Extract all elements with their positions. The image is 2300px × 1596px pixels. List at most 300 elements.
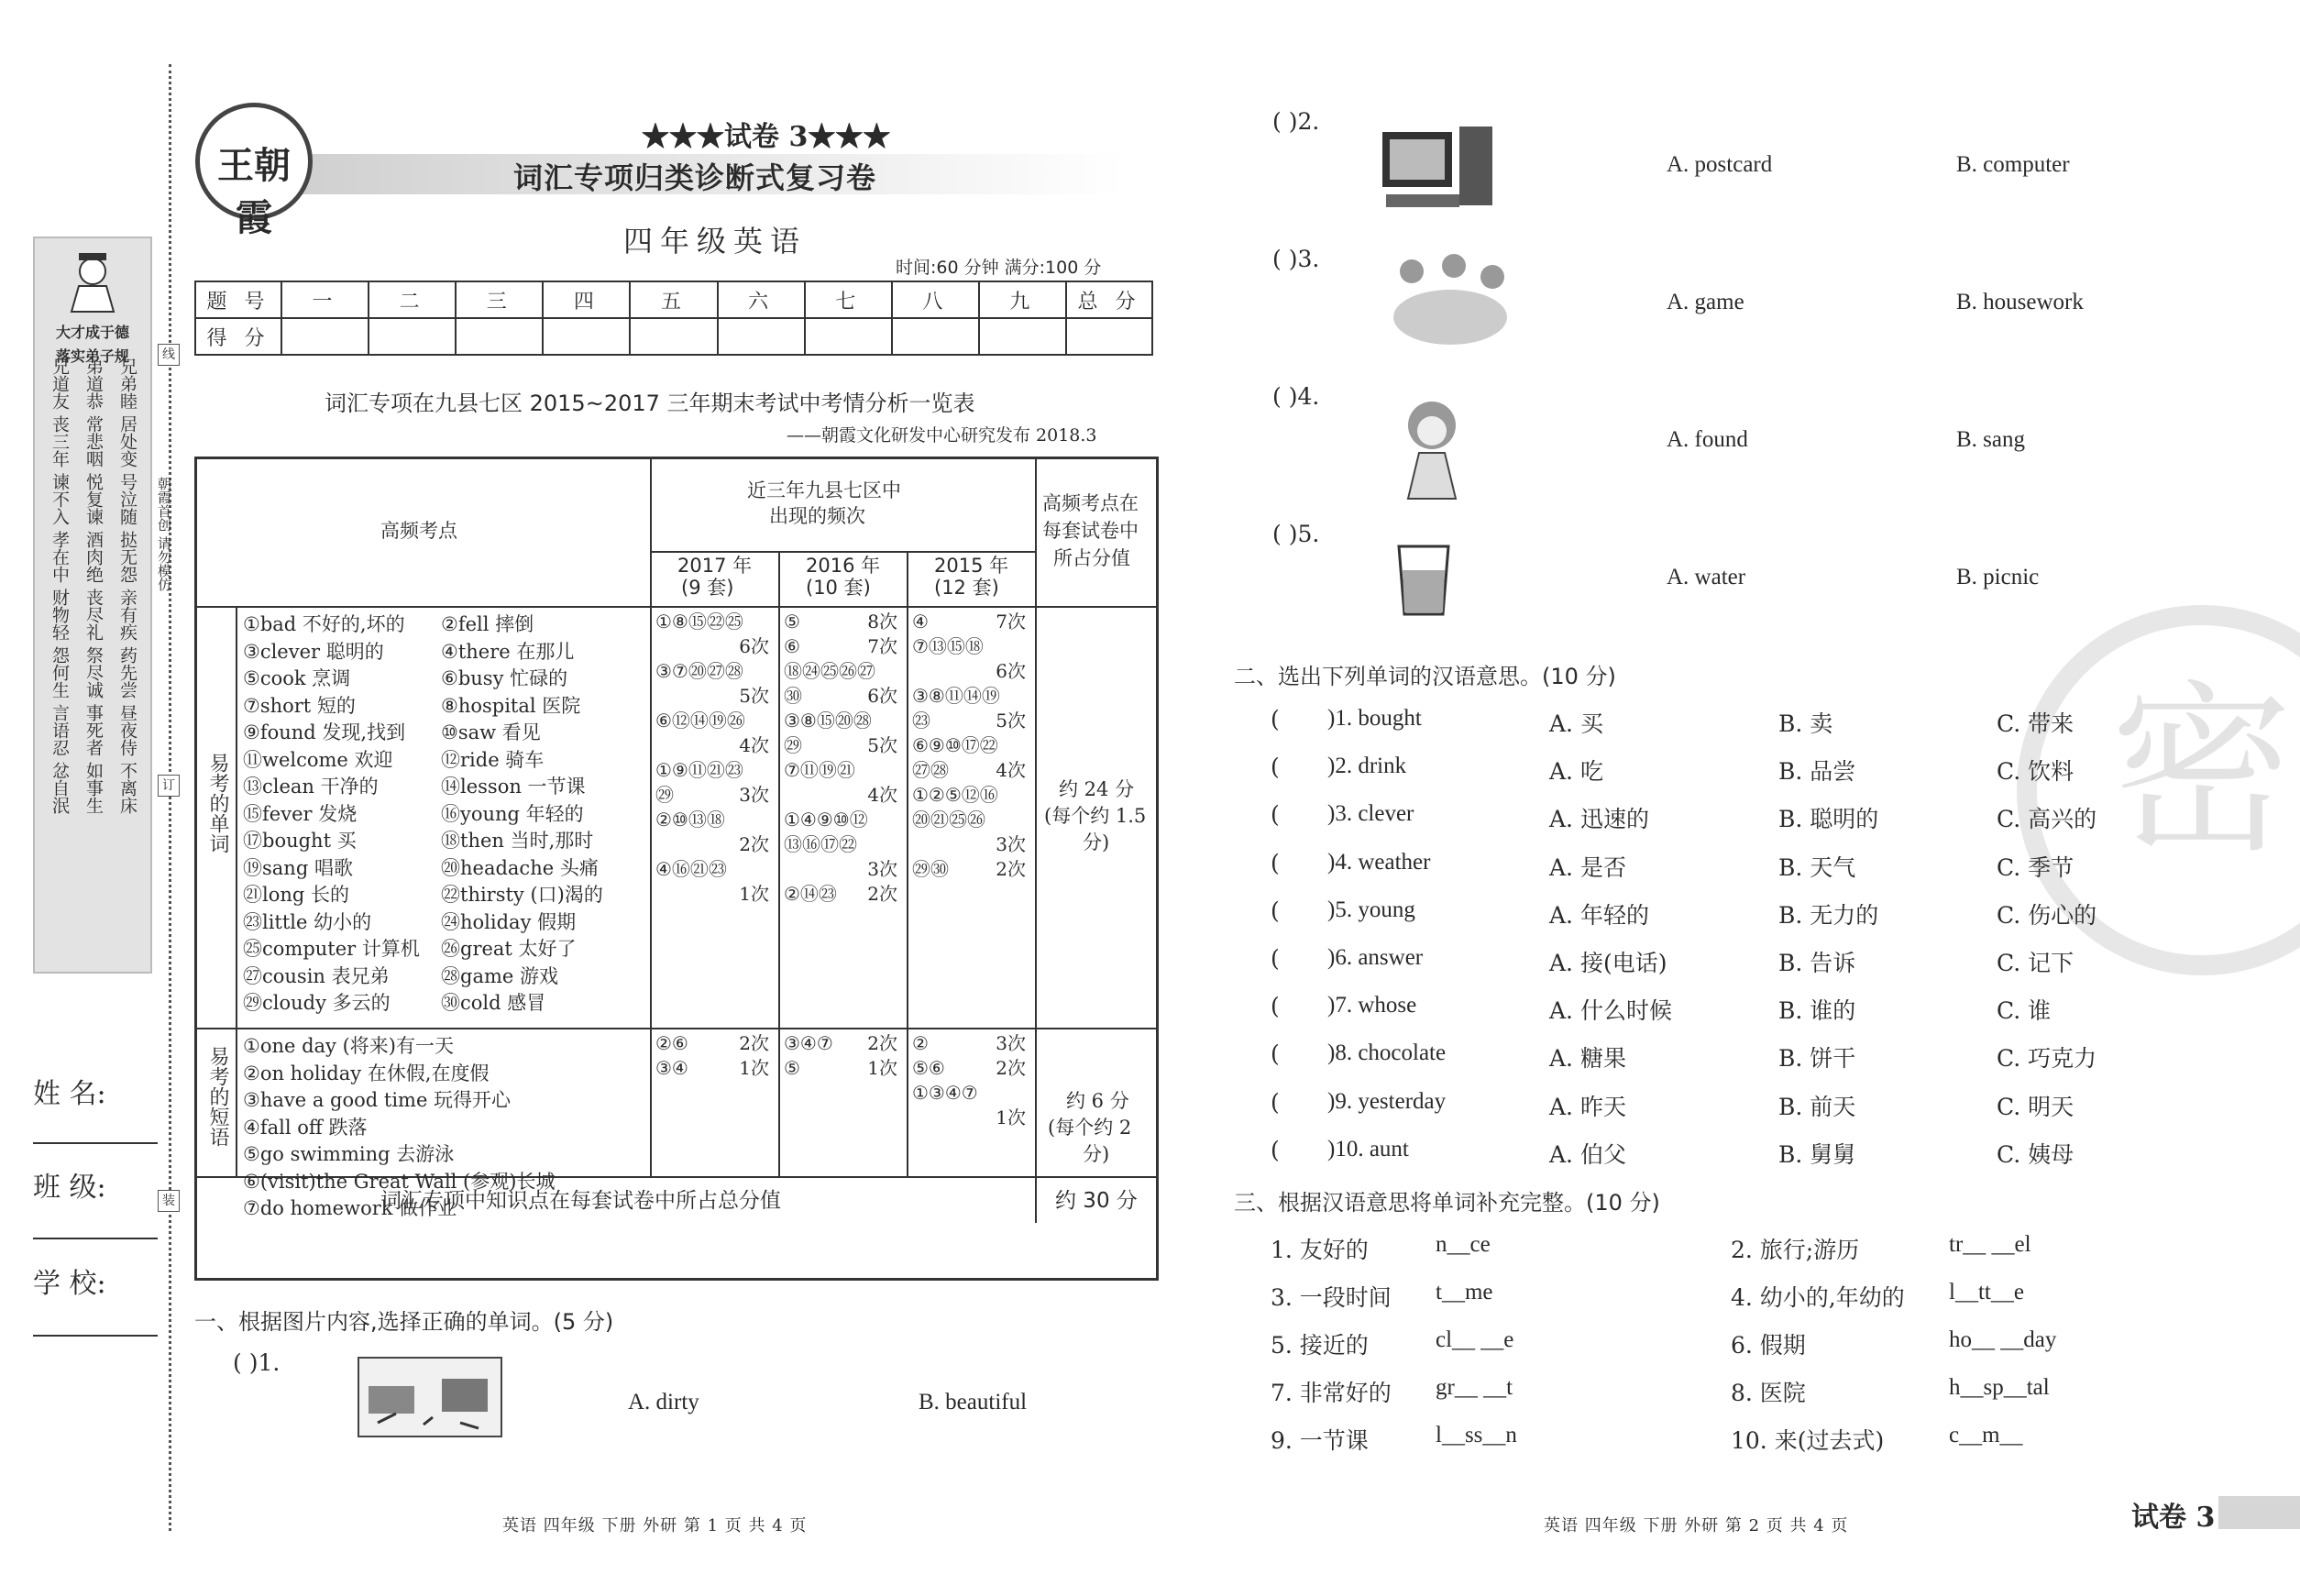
score-header-cell: 七	[805, 281, 892, 318]
freq-row	[655, 1056, 769, 1081]
freq-row	[655, 659, 769, 684]
s2-option-b[interactable]: B. 前天	[1778, 1093, 1856, 1120]
s2-option-a[interactable]: A. 昨天	[1549, 1093, 1626, 1120]
freq-row	[912, 857, 1026, 882]
s3-chinese: 9. 一节课	[1271, 1427, 1369, 1454]
freq-row	[784, 882, 897, 907]
s2-option-c[interactable]: C. 伤心的	[1997, 901, 2097, 929]
freq-items: ①③④⑦	[912, 1082, 978, 1104]
s2-option-a[interactable]: A. 是否	[1549, 853, 1626, 881]
freq-items: ①⑨⑪㉑㉓	[655, 759, 743, 781]
freq-items: ③⑦⑳㉗㉘	[655, 660, 743, 682]
side-note: 朝霞首创 请勿模仿	[156, 477, 172, 591]
s2-option-b[interactable]: B. 谁的	[1778, 997, 1856, 1025]
s3-chinese: 4. 幼小的,年幼的	[1731, 1284, 1905, 1311]
corner-bar	[2218, 1496, 2300, 1529]
word-item: ①bad 不好的,坏的	[243, 613, 405, 635]
phrases-freq-2016	[784, 1031, 897, 1081]
word-item: ㉖great 太好了	[441, 938, 577, 960]
freq-items: ㉓	[912, 710, 930, 732]
verse-line: 昼夜侍	[117, 704, 138, 756]
word-item: ㉕computer 计算机	[243, 938, 420, 960]
freq-row	[912, 1031, 1026, 1056]
s2-question: )3. clever	[1327, 801, 1414, 827]
freq-row	[912, 1081, 1026, 1106]
s2-option-c[interactable]: C. 记下	[1997, 950, 2074, 976]
freq-count: 1次	[739, 1057, 769, 1079]
score-cell[interactable]	[281, 318, 369, 355]
computer-image	[1381, 121, 1496, 216]
freq-items: ⑥	[784, 635, 800, 657]
score-cell[interactable]	[369, 318, 456, 355]
word-item: ④there 在那儿	[441, 640, 575, 663]
word-item: ㉒thirsty (口)渴的	[441, 884, 603, 906]
answer-paren[interactable]: (	[1271, 801, 1280, 829]
words-freq-2015	[912, 610, 1026, 882]
verse-line: 兄弟睦	[117, 358, 138, 410]
side-char-zhuang: 装	[158, 1190, 180, 1212]
s2-option-b[interactable]: B. 无力的	[1778, 901, 1879, 929]
name-label: 姓 名:	[33, 1078, 106, 1110]
s1-q5-option-a[interactable]: A. water	[1667, 565, 1746, 589]
freq-count: 2次	[739, 833, 769, 855]
freq-items: ③⑧⑮⑳㉘	[784, 710, 872, 732]
s2-option-c[interactable]: C. 巧克力	[1997, 1045, 2097, 1073]
s2-question: )8. chocolate	[1327, 1040, 1447, 1066]
logo-text: 王朝霞	[217, 144, 291, 239]
score-header-cell: 题 号	[195, 281, 281, 318]
verse-line: 酒肉绝	[83, 531, 104, 583]
s2-option-a[interactable]: A. 糖果	[1549, 1045, 1626, 1073]
freq-row	[655, 709, 769, 733]
class-label: 班 级:	[33, 1172, 106, 1204]
freq-items: ⑤	[784, 1057, 800, 1079]
answer-paren[interactable]: (	[1271, 1088, 1280, 1116]
words-freq-2016	[784, 610, 897, 907]
score-cell[interactable]	[543, 318, 630, 355]
year-2017-sets: (9 套)	[681, 577, 734, 599]
freq-row	[655, 832, 769, 857]
freq-count: 5次	[739, 685, 769, 707]
paper-title: 词汇专项归类诊断式复习卷	[513, 160, 877, 195]
freq-items: ⑥⑨⑩⑰㉒	[912, 734, 998, 756]
word-list-left	[243, 611, 420, 1018]
s3-chinese: 1. 友好的	[1271, 1237, 1369, 1263]
phrase-item: ⑤go swimming 去游泳	[243, 1143, 455, 1165]
s1-q1-option-b[interactable]: B. beautiful	[919, 1390, 1028, 1414]
freq-row	[784, 634, 897, 659]
freq-count: 8次	[867, 611, 897, 633]
year-2017: 2017 年	[677, 555, 753, 577]
motto-line: 落实弟子规	[55, 347, 129, 365]
freq-row	[784, 832, 897, 857]
word-item: ⑤cook 烹调	[243, 667, 351, 689]
analysis-table	[194, 457, 1159, 1281]
word-item: ㉑long 长的	[243, 884, 350, 906]
s3-blank-word[interactable]: ho__ __day	[1949, 1327, 2057, 1352]
verse-group	[48, 473, 139, 525]
side-char-xian: 线	[158, 344, 180, 366]
freq-row	[912, 634, 1026, 659]
words-value-1: 约 24 分	[1059, 778, 1135, 800]
word-item: ⑲sang 唱歌	[243, 856, 353, 879]
freq-row	[912, 808, 1026, 832]
total-label: 词汇专项中知识点在每套试卷中所占总分值	[380, 1189, 781, 1213]
corner-label: 试卷 3	[2131, 1502, 2216, 1534]
s2-option-b[interactable]: B. 聪明的	[1778, 806, 1879, 833]
time-score-info: 时间:60 分钟 满分:100 分	[896, 258, 1102, 278]
score-cell[interactable]	[456, 318, 543, 355]
words-freq-2017	[655, 610, 769, 907]
s2-option-c[interactable]: C. 姨母	[1997, 1140, 2074, 1168]
s2-option-a[interactable]: A. 迅速的	[1549, 806, 1649, 833]
s2-option-b[interactable]: B. 天气	[1778, 853, 1856, 881]
freq-row	[784, 758, 897, 783]
freq-count: 1次	[867, 1057, 897, 1079]
motto-strip	[33, 237, 152, 974]
freq-count: 4次	[996, 759, 1026, 781]
score-input-row	[195, 318, 1152, 355]
freq-count: 4次	[867, 784, 897, 806]
s2-option-b[interactable]: B. 舅舅	[1778, 1140, 1856, 1168]
glass-of-water-icon	[1395, 543, 1452, 618]
s2-option-a[interactable]: A. 吃	[1549, 758, 1603, 786]
children-playing-icon	[1384, 249, 1516, 356]
verse-line: 孝在中	[50, 531, 70, 583]
freq-row	[912, 1056, 1026, 1081]
s3-chinese: 7. 非常好的	[1271, 1380, 1392, 1406]
s2-option-c[interactable]: C. 谁	[1997, 997, 2052, 1025]
year-2015-sets: (12 套)	[934, 577, 999, 599]
freq-items: ②	[912, 1032, 929, 1054]
verse-line: 祭尽诚	[83, 646, 104, 699]
verse-line: 谏不入	[50, 473, 70, 525]
s1-q3-number[interactable]: ( )3.	[1272, 246, 1320, 272]
verse-line: 号泣随	[117, 473, 138, 525]
score-cell[interactable]	[805, 318, 892, 355]
answer-paren[interactable]: (	[1271, 993, 1280, 1020]
s1-q2-option-a[interactable]: A. postcard	[1667, 152, 1773, 177]
subject-title: 四年级英语	[623, 224, 808, 259]
freq-row	[912, 733, 1026, 758]
word-item: ⑦short 短的	[243, 694, 356, 717]
answer-paren[interactable]: (	[1271, 1136, 1280, 1163]
word-item: ⑧hospital 医院	[441, 694, 581, 717]
word-item: ⑰bought 买	[243, 830, 357, 852]
answer-paren[interactable]: (	[1271, 945, 1280, 972]
freq-row	[655, 808, 769, 832]
freq-row	[784, 857, 897, 882]
verse-group	[48, 762, 139, 814]
freq-items: ②⑭㉓	[784, 883, 837, 905]
messy-room-icon	[359, 1359, 501, 1436]
s1-q2-number[interactable]: ( )2.	[1272, 108, 1320, 135]
freq-count: 2次	[996, 858, 1026, 880]
freq-row	[655, 610, 769, 634]
s2-option-a[interactable]: A. 接(电话)	[1549, 950, 1667, 976]
score-header-cell: 六	[718, 281, 805, 318]
words-row-label: 易考的单词	[206, 753, 229, 853]
section1-heading: 一、根据图片内容,选择正确的单词。(5 分)	[194, 1309, 614, 1335]
s1-q2-option-b[interactable]: B. computer	[1956, 152, 2070, 177]
freq-count: 4次	[739, 734, 769, 756]
s1-q4-option-b[interactable]: B. sang	[1956, 427, 2025, 452]
verse-group	[48, 415, 139, 468]
s2-option-a[interactable]: A. 伯父	[1549, 1140, 1626, 1168]
verse-line: 丧三年	[50, 415, 70, 468]
word-item: ⑳headache 头痛	[441, 856, 599, 879]
school-label: 学 校:	[33, 1268, 106, 1300]
answer-paren[interactable]: (	[1271, 1040, 1280, 1068]
children-game-image	[1384, 249, 1516, 356]
verse-line: 怨何生	[50, 646, 70, 699]
s2-option-a[interactable]: A. 什么时候	[1549, 997, 1672, 1025]
s3-chinese: 5. 接近的	[1271, 1332, 1369, 1359]
freq-items: ⑳㉑㉕㉖	[912, 809, 985, 831]
s2-question: )5. young	[1327, 897, 1415, 922]
name-input-line[interactable]	[33, 1142, 158, 1144]
computer-icon	[1381, 121, 1496, 216]
score-cell[interactable]	[1066, 318, 1152, 355]
phrases-row-label: 易考的短语	[206, 1046, 229, 1147]
verse-line: 不离床	[117, 762, 138, 814]
freq-items: ②⑩⑬⑱	[655, 809, 725, 831]
freq-items: ③⑧⑪⑭⑲	[912, 685, 1000, 707]
freq-row	[912, 610, 1026, 634]
answer-paren[interactable]: (	[1271, 754, 1280, 781]
s2-question: )7. whose	[1327, 993, 1417, 1018]
s3-blank-word[interactable]: l__ss__n	[1436, 1423, 1517, 1447]
phrases-value-2: (每个约 2	[1048, 1117, 1132, 1139]
freq-count: 2次	[996, 1057, 1026, 1079]
side-char-ding: 订	[158, 775, 180, 797]
s3-chinese: 10. 来(过去式)	[1731, 1427, 1885, 1454]
verse-group	[48, 704, 139, 756]
freq-row	[655, 733, 769, 758]
school-input-line[interactable]	[33, 1335, 158, 1337]
score-row-label: 得 分	[195, 318, 281, 355]
s1-q4-option-a[interactable]: A. found	[1667, 427, 1748, 452]
fold-line	[169, 64, 171, 1531]
s3-blank-word[interactable]: tr__ __el	[1949, 1232, 2031, 1257]
verse-line: 弟道恭	[83, 358, 104, 410]
phrase-item: ⑦do homework 做作业	[243, 1197, 457, 1219]
scholar-figure-icon	[61, 248, 125, 314]
s2-option-c[interactable]: C. 高兴的	[1997, 806, 2097, 833]
col-freq-header-2: 出现的频次	[769, 505, 865, 527]
verse-group	[48, 646, 139, 699]
score-header-cell: 一	[281, 281, 369, 318]
s2-option-b[interactable]: B. 卖	[1778, 710, 1833, 737]
word-item: ⑪welcome 欢迎	[243, 748, 393, 771]
freq-row	[655, 758, 769, 783]
s2-option-a[interactable]: A. 年轻的	[1549, 901, 1649, 929]
freq-count: 5次	[996, 710, 1026, 732]
s3-blank-word[interactable]: n__ce	[1436, 1232, 1491, 1257]
freq-row	[784, 783, 897, 808]
freq-count: 7次	[867, 635, 897, 657]
word-item: ㉙cloudy 多云的	[243, 992, 391, 1014]
s1-q3-option-b[interactable]: B. housework	[1956, 290, 2084, 314]
word-list-right	[441, 611, 603, 1018]
phrase-item: ①one day (将来)有一天	[243, 1035, 454, 1057]
s2-question: )1. bought	[1327, 706, 1422, 731]
messy-room-image	[358, 1357, 502, 1437]
freq-count: 6次	[739, 635, 769, 657]
freq-items: ㉙	[784, 734, 802, 756]
word-item: ⑱then 当时,那时	[441, 830, 594, 852]
s3-blank-word[interactable]: c__m__	[1949, 1423, 2023, 1447]
s3-blank-word[interactable]: cl__ __e	[1436, 1327, 1514, 1352]
freq-items: ⑦⑪⑲㉑	[784, 759, 855, 781]
s1-q3-option-a[interactable]: A. game	[1667, 290, 1744, 314]
s2-question: )9. yesterday	[1327, 1088, 1447, 1114]
s2-option-c[interactable]: C. 明天	[1997, 1093, 2074, 1120]
col-value-header-2: 每套试卷中	[1042, 520, 1139, 542]
s2-option-c[interactable]: C. 饮料	[1997, 758, 2074, 786]
freq-count: 2次	[739, 1032, 769, 1054]
words-value-3: 分)	[1083, 831, 1110, 853]
freq-row	[655, 684, 769, 709]
freq-row	[655, 857, 769, 882]
verse-group	[48, 589, 139, 641]
verse-line: 忿自泯	[50, 762, 70, 814]
score-cell[interactable]	[630, 318, 717, 355]
answer-paren[interactable]: (	[1271, 706, 1280, 732]
freq-row	[655, 882, 769, 907]
footer-page-1: 英语 四年级 下册 外研 第 1 页 共 4 页	[502, 1516, 808, 1535]
freq-row	[784, 808, 897, 832]
phrases-freq-2017	[655, 1031, 769, 1081]
s3-blank-word[interactable]: h__sp__tal	[1949, 1375, 2050, 1400]
phrase-item: ②on holiday 在休假,在度假	[243, 1062, 490, 1084]
s2-question: )4. weather	[1327, 849, 1431, 875]
s2-option-c[interactable]: C. 带来	[1997, 710, 2074, 737]
freq-count: 3次	[996, 1032, 1026, 1054]
verse-line: 挞无怨	[117, 531, 138, 583]
score-header-cell: 五	[630, 281, 717, 318]
freq-count: 6次	[867, 685, 897, 707]
verse-line: 言语忍	[50, 704, 70, 756]
word-item: ㉔holiday 假期	[441, 910, 577, 933]
s3-blank-word[interactable]: t__me	[1436, 1280, 1493, 1304]
s3-blank-word[interactable]: l__tt__e	[1949, 1280, 2024, 1304]
s1-q1-option-a[interactable]: A. dirty	[628, 1390, 699, 1414]
freq-items: ㉙	[655, 784, 674, 806]
word-item: ⑮fever 发烧	[243, 802, 358, 825]
score-header-cell: 四	[543, 281, 630, 318]
word-item: ⑯young 年轻的	[441, 802, 584, 825]
freq-row	[784, 1056, 897, 1081]
section3-heading: 三、根据汉语意思将单词补充完整。(10 分)	[1234, 1190, 1660, 1216]
s2-option-b[interactable]: B. 品尝	[1778, 758, 1856, 786]
freq-row	[912, 1106, 1026, 1130]
s3-blank-word[interactable]: gr__ __t	[1436, 1375, 1513, 1400]
word-item: ㉓little 幼小的	[243, 910, 372, 933]
s2-option-c[interactable]: C. 季节	[1997, 853, 2074, 881]
word-item: ㉗cousin 表兄弟	[243, 964, 390, 987]
freq-items: ④	[912, 611, 929, 633]
publisher-logo	[195, 103, 313, 239]
motto-line: 大才成于德	[55, 324, 129, 341]
col-freq-header-1: 近三年九县七区中	[747, 479, 901, 501]
score-header-cell: 三	[456, 281, 543, 318]
verse-line: 兄道友	[50, 358, 70, 410]
freq-count: 3次	[739, 784, 769, 806]
s3-chinese: 6. 假期	[1731, 1332, 1806, 1359]
s2-option-b[interactable]: B. 告诉	[1778, 950, 1856, 976]
answer-paren[interactable]: (	[1271, 849, 1280, 876]
verse-line: 丧尽礼	[83, 589, 104, 641]
score-header-row	[195, 281, 1152, 318]
footer-page-2: 英语 四年级 下册 外研 第 2 页 共 4 页	[1544, 1516, 1849, 1535]
freq-items: ⑱㉔㉕㉖㉗	[784, 660, 875, 682]
class-input-line[interactable]	[33, 1238, 158, 1239]
score-header-cell: 八	[892, 281, 979, 318]
freq-items: ㉙㉚	[912, 858, 949, 880]
score-cell[interactable]	[892, 318, 979, 355]
s1-q5-option-b[interactable]: B. picnic	[1956, 565, 2040, 589]
freq-items: ②⑥	[655, 1032, 688, 1054]
verse-line: 药先尝	[117, 646, 138, 699]
freq-row	[912, 758, 1026, 783]
verse-line: 如事生	[83, 762, 104, 814]
freq-items: ③④	[655, 1057, 688, 1079]
s1-q5-number[interactable]: ( )5.	[1272, 521, 1320, 547]
score-cell[interactable]	[979, 318, 1066, 355]
s3-chinese: 8. 医院	[1731, 1380, 1806, 1406]
total-value: 约 30 分	[1055, 1189, 1138, 1213]
s1-q1-number[interactable]: ( )1.	[233, 1349, 281, 1376]
word-item: ㉘game 游戏	[441, 964, 558, 987]
verses	[48, 358, 139, 820]
freq-row	[784, 684, 897, 709]
freq-count: 7次	[996, 611, 1026, 633]
s2-option-a[interactable]: A. 买	[1549, 710, 1603, 737]
freq-row	[912, 832, 1026, 857]
freq-items: ㉗㉘	[912, 759, 949, 781]
analysis-source: ——朝霞文化研发中心研究发布 2018.3	[787, 425, 1097, 446]
year-2015: 2015 年	[934, 555, 1009, 577]
freq-items: ⑤	[784, 611, 800, 633]
s2-option-b[interactable]: B. 饼干	[1778, 1045, 1856, 1073]
word-item: ②fell 摔倒	[441, 613, 534, 635]
freq-row	[655, 634, 769, 659]
phrases-value-3: 分)	[1083, 1143, 1110, 1165]
year-2016: 2016 年	[806, 555, 881, 577]
freq-row	[655, 783, 769, 808]
freq-count: 3次	[996, 833, 1026, 855]
year-2016-sets: (10 套)	[806, 577, 871, 599]
words-value-2: (每个约 1.5	[1044, 805, 1147, 827]
word-item: ③clever 聪明的	[243, 640, 384, 663]
girl-icon	[1386, 398, 1478, 512]
verse-line: 居处变	[117, 415, 138, 468]
freq-items: ⑥⑫⑭⑲㉖	[655, 710, 745, 732]
s1-q4-number[interactable]: ( )4.	[1272, 383, 1320, 410]
score-table	[194, 281, 1153, 356]
s2-question: )2. drink	[1327, 754, 1407, 779]
answer-paren[interactable]: (	[1271, 897, 1280, 924]
freq-row	[912, 709, 1026, 733]
water-glass-image	[1395, 543, 1452, 618]
word-item: ㉚cold 感冒	[441, 992, 546, 1014]
score-cell[interactable]	[718, 318, 805, 355]
freq-items: ①⑧⑮㉒㉕	[655, 611, 743, 633]
freq-count: 2次	[867, 1032, 897, 1054]
freq-items: ㉚	[784, 685, 802, 707]
s2-question: )6. answer	[1327, 945, 1424, 970]
